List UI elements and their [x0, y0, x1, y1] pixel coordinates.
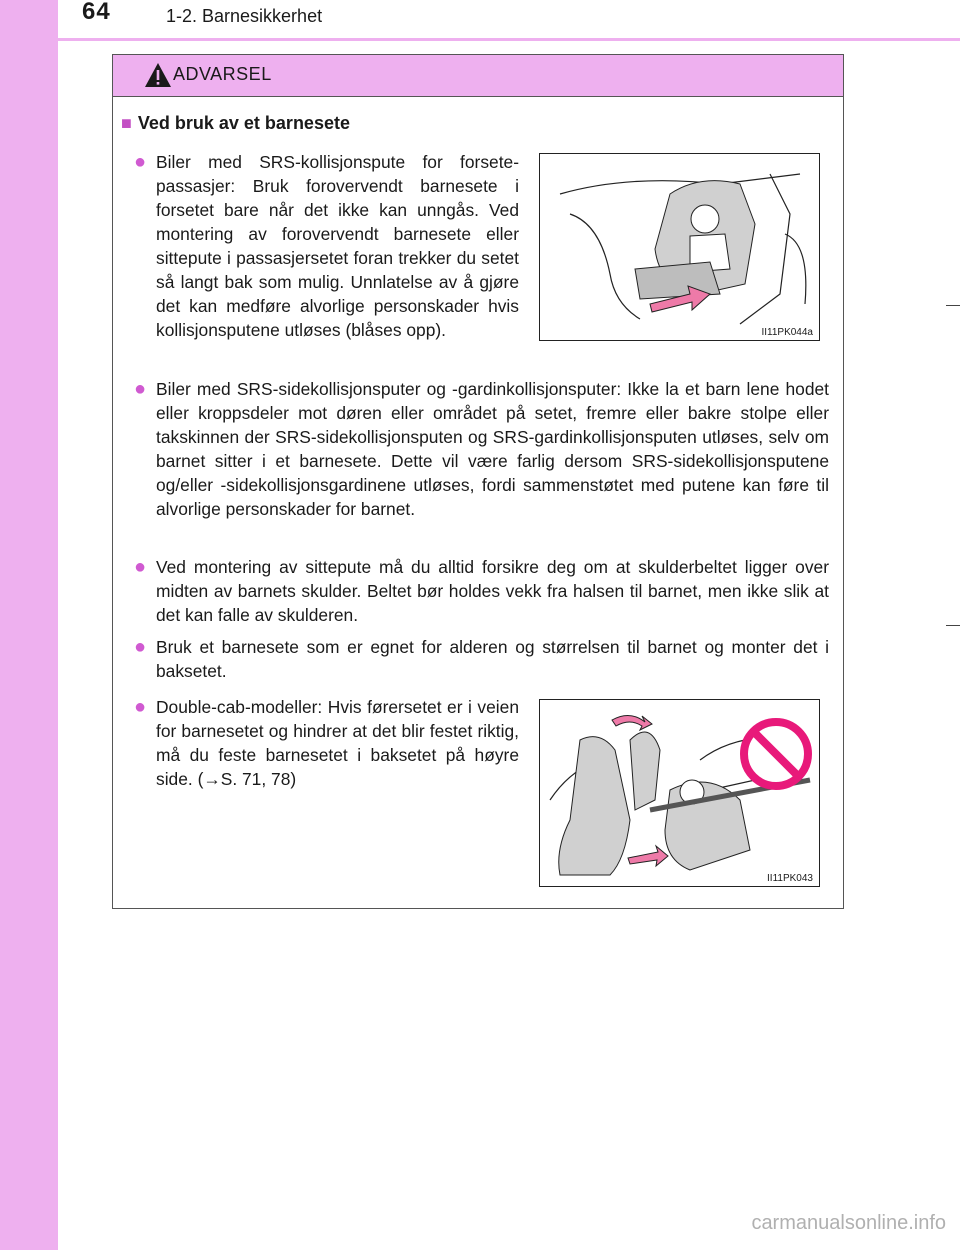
page-number: 64: [82, 0, 111, 25]
side-band: [0, 0, 58, 1250]
warning-header: [113, 55, 843, 97]
warning-title: ADVARSEL: [173, 64, 272, 84]
bullet-item: ● Double-cab-modeller: Hvis førersetet er i veien for barnesetet og hindrer at det blir festet riktig, må du feste barnesetet i baksetet på høyre side. (→S. 71, 78): [134, 696, 519, 789]
figure-code: II11PK043: [767, 873, 813, 884]
square-bullet-icon: ■: [121, 113, 132, 133]
watermark: carmanualsonline.info: [751, 1212, 946, 1234]
crop-mark: [946, 625, 960, 626]
bullet-dot-icon: ●: [134, 696, 147, 718]
bullet-item: ● Biler med SRS-kollisjonspute for forsete-passasjer: Bruk forovervendt barnesete i forsetet bare når det ikke kan unngås. Ved montering av forovervendt barnesete eller sittepute i passasjersetet foran trekker du setet så langt bak som mulig. Unnlatelse av å gjøre det kan medføre alvorlige personskader hvis kollisjonsputene utløses (blåses opp).: [134, 151, 519, 340]
bullet-dot-icon: ●: [134, 556, 147, 578]
section-title: 1-2. Barnesikkerhet: [166, 6, 323, 26]
child-seat-illustration: [540, 154, 819, 340]
bullet-dot-icon: ●: [134, 378, 147, 400]
bullet-dot-icon: ●: [134, 151, 147, 173]
subheading: ■ Ved bruk av et barnesete: [121, 113, 350, 133]
warning-box: [112, 54, 844, 909]
warning-triangle-icon: [143, 61, 173, 89]
crop-mark: [946, 305, 960, 306]
bullet-item: ● Ved montering av sittepute må du alltid forsikre deg om at skulderbeltet ligger over midten av barnets skulder. Beltet bør holdes vekk fra halsen til barnet, men ikke slik at det kan falle av skulderen.: [134, 556, 829, 625]
figure-child-seat: [539, 153, 820, 341]
figure-prohibited-seat: [539, 699, 820, 887]
bullet-item: ● Bruk et barnesete som er egnet for alderen og størrelsen til barnet og monter det i baksetet.: [134, 636, 829, 681]
bullet-dot-icon: ●: [134, 636, 147, 658]
figure-code: II11PK044a: [761, 327, 813, 338]
prohibition-icon: [744, 722, 808, 786]
prohibited-seat-illustration: [540, 700, 819, 886]
bullet-item: ● Biler med SRS-sidekollisjonsputer og -gardinkollisjonsputer: Ikke la et barn lene hodet eller kroppsdeler mot døren eller området på setet, fremre eller bakre stolpe eller takskinnen der SRS-sidekollisjonsputen og SRS-gardinkollisjonsputen utløses, selv om barnet sitter i et barnesete. Dette vil være farlig dersom SRS-sidekollisjonsputene og/eller -sidekollisjonsgardinene utløses, fordi sammenstøtet med putene kan føre til alvorlige personskader for barnet.: [134, 378, 829, 519]
